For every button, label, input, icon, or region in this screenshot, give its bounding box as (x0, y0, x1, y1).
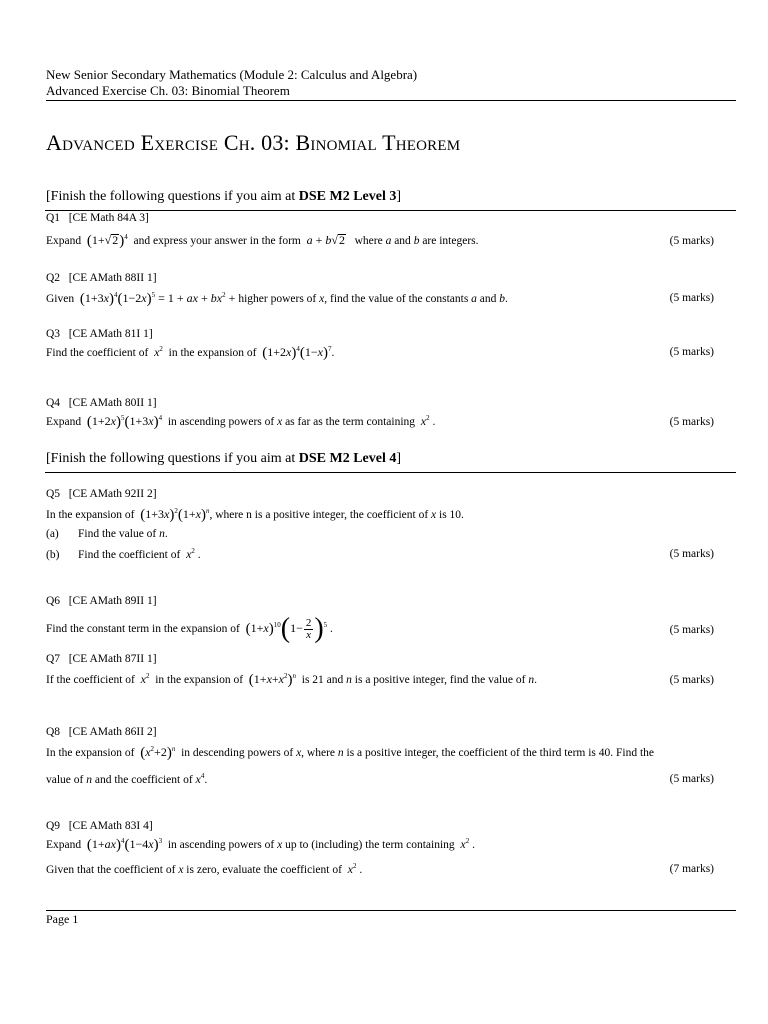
q9-text-line2: Given that the coefficient of x is zero, evaluate the coefficient of $x^2$ . (46, 862, 363, 876)
q7-marks: (5 marks) (669, 674, 714, 686)
q5-text: In the expansion of $(1+3x)^2(1+x)^n$, where n is a positive integer, the coefficient of x is 10. (46, 507, 464, 523)
q7-expression: $(1+x+x^2)^n$ (248, 672, 296, 688)
q2-header: Q2 [CE AMath 88II 1] (46, 272, 157, 284)
q1-form: a (306, 233, 313, 247)
q8-header: Q8 [CE AMath 86II 2] (46, 726, 157, 738)
q6-expression: $(1+x)^{10}(1-$ $\frac{2}{x}$ )$^5$ (245, 613, 328, 644)
q6-text: Find the constant term in the expansion of $(1+x)^{10}(1-$ $\frac{2}{x}$ )$^5$ . (46, 613, 333, 644)
q8-expression: $(x^2+2)^n$ (140, 745, 176, 761)
q8-text-line2: value of n and the coefficient of $x^4$. (46, 772, 208, 786)
q1-header: Q1 [CE Math 84A 3] (46, 212, 149, 224)
q9-expression: $(1+ax)^4(1-4x)^3$ (86, 837, 163, 853)
footer-rule (46, 910, 736, 911)
q8-marks: (5 marks) (669, 773, 714, 785)
q3-header: Q3 [CE AMath 81I 1] (46, 328, 153, 340)
q5-part-a: (a) Find the value of n. (46, 528, 168, 540)
q5-header: Q5 [CE AMath 92II 2] (46, 488, 157, 500)
q6-marks: (5 marks) (669, 624, 714, 636)
q5-part-b: (b) Find the coefficient of $x^2$ . (46, 547, 201, 561)
section-heading-level3: [Finish the following questions if you aim at DSE M2 Level 3] (46, 189, 402, 204)
header-rule (46, 100, 736, 101)
q9-header: Q9 [CE AMath 83I 4] (46, 820, 153, 832)
header-course: New Senior Secondary Mathematics (Module 2: Calculus and Algebra) (46, 67, 418, 82)
q4-text: Expand $(1+2x)^5(1+3x)^4$ in ascending powers of x as far as the term containing $x^2$ . (46, 414, 436, 430)
q2-marks: (5 marks) (669, 292, 714, 304)
section-rule (45, 210, 736, 211)
q9-marks: (7 marks) (669, 863, 714, 875)
q4-expression: $(1+2x)^5(1+3x)^4$ (86, 414, 163, 430)
q7-header: Q7 [CE AMath 87II 1] (46, 653, 157, 665)
q2-expression: $(1+3x)^4(1-2x)^5 = 1$ + ax + $bx^2$ + (79, 291, 239, 307)
q4-header: Q4 [CE AMath 80II 1] (46, 397, 157, 409)
section-heading-level4: [Finish the following questions if you aim at DSE M2 Level 4] (46, 451, 402, 466)
q5-marks: (5 marks) (669, 548, 714, 560)
q5-expression: $(1+3x)^2(1+x)^n$ (140, 507, 210, 523)
q9-text: Expand $(1+ax)^4(1-4x)^3$ in ascending powers of x up to (including) the term containing $x^2$ . (46, 837, 475, 853)
q3-text: Find the coefficient of $x^2$ in the expansion of $(1+2x)^4(1-x)^7$. (46, 345, 335, 361)
page-title: Advanced Exercise Ch. 03: Binomial Theorem (46, 130, 461, 155)
q7-text: If the coefficient of $x^2$ in the expansion of $(1+x+x^2)^n$ is 21 and n is a positive integer, find the value of n. (46, 672, 537, 688)
q3-expression: $(1+2x)^4(1-x)^7$ (262, 345, 332, 361)
page-number: Page 1 (46, 912, 79, 926)
q4-marks: (5 marks) (669, 416, 714, 428)
q1-text: Expand $(1+√2)^4$ and express your answer in the form a + b√2 where a and b are integers. (46, 233, 479, 249)
q8-text: In the expansion of $(x^2+2)^n$ in descending powers of x, where n is a positive integer, the coefficient of the third term is 40. Find the (46, 745, 655, 761)
header-chapter: Advanced Exercise Ch. 03: Binomial Theorem (46, 83, 290, 98)
q3-marks: (5 marks) (669, 346, 714, 358)
q1-expression: $(1+√2)^4$ (86, 233, 128, 249)
q6-header: Q6 [CE AMath 89II 1] (46, 595, 157, 607)
section-rule (45, 472, 736, 473)
q2-text: Given $(1+3x)^4(1-2x)^5 = 1$ + ax + $bx^2$ + higher powers of x, find the value of the constants a and b. (46, 291, 508, 307)
q1-marks: (5 marks) (669, 235, 714, 247)
